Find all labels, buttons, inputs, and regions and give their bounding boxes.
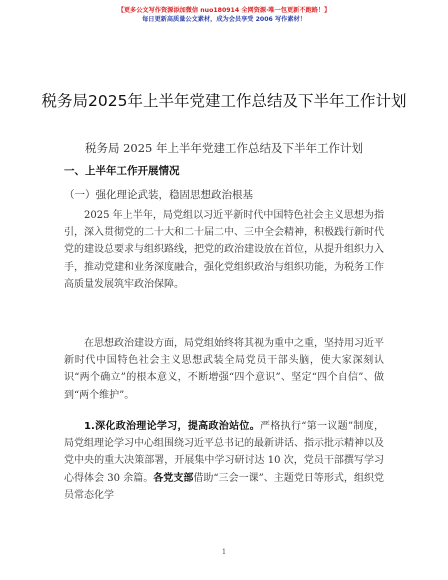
body-paragraph-2 [64, 335, 384, 404]
emphasized-text: 1.深化政治理论学习，提高政治站位。 [84, 421, 261, 432]
body-paragraph-3 [64, 418, 384, 504]
paragraph-text: 2025 年上半年，局党组以习近平新时代中国特色社会主义思想为指引，深入贯彻党的二十大和二十届二中、三中全会精神，积极践行新时代党的建设总要求与组织路线，把党的政治建设放在首位，从提升组织力入手，推动党建和业务深度融合，强化党组织政治与组织功能，为税务工作高质量发展筑牢政治保障。 [64, 210, 384, 290]
emphasized-text: 各党支部 [153, 472, 194, 484]
promo-banner [0, 6, 448, 24]
section-heading: 一、上半年工作开展情况 [64, 165, 180, 177]
page-number: 1 [221, 548, 227, 556]
paragraph-text: 在思想政治建设方面，局党组始终将其视为重中之重，坚持用习近平新时代中国特色社会主义思想武装全局党员干部头脑，使大家深刻认识“两个确立”的根本意义，不断增强“四个意识”、坚定“四个自信”、做到“两个维护”。 [64, 338, 384, 401]
document-subtitle: 税务局 2025 年上半年党建工作总结及下半年工作计划 [84, 141, 364, 155]
paragraph-text: 借助“三会一课”、主题党日等形式，组织党员常态化学 [64, 472, 384, 501]
body-paragraph-1 [64, 207, 384, 293]
promo-banner-line-2: 每日更新高质量公文素材，成为会员享受 2006 写作素材！ [142, 16, 306, 23]
promo-banner-line-1: 【更多公文写作资源添加微信 nuo180914 全网资源·唯一包更新不跑路！】 [117, 7, 331, 14]
paragraph-text: 严格执行“第一议题”制度，局党组理论学习中心组围绕习近平总书记的最新讲话、指示批示精神以及党中央的重大决策部署，开展集中学习研讨达 10 次，党员干部撰写学习心得体会 30 余篇。 [64, 421, 384, 484]
subsection-heading: （一）强化理论武装，稳固思想政治根基 [64, 189, 253, 201]
document-title: 税务局2025年上半年党建工作总结及下半年工作计划 [41, 92, 407, 110]
